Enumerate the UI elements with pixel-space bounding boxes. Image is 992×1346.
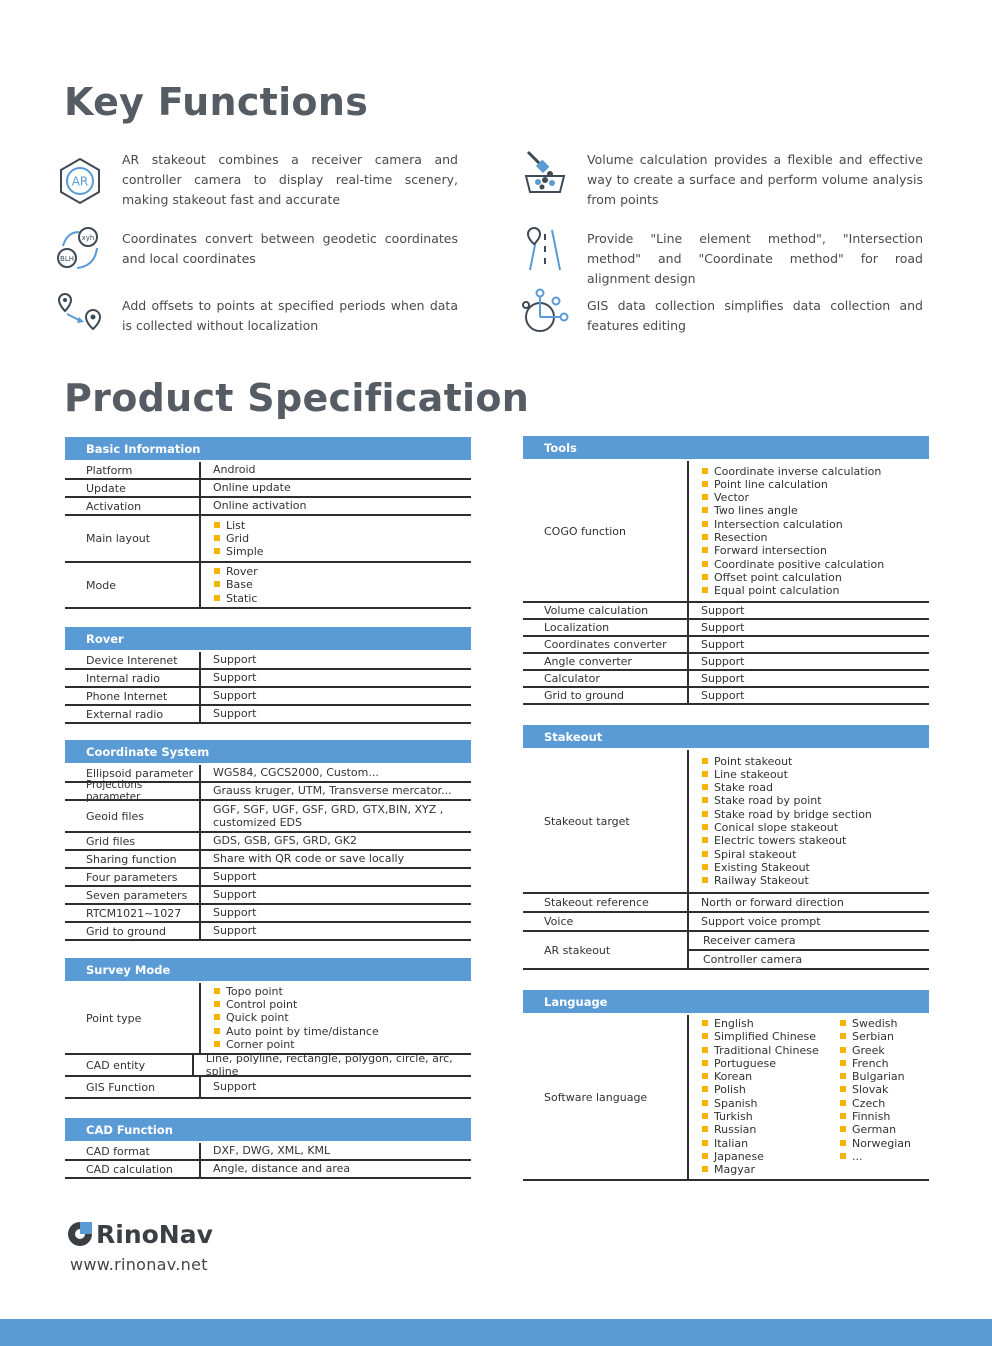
list-item: Simple <box>213 545 264 558</box>
rinonav-logo-icon <box>66 1218 94 1248</box>
list-item: Italian <box>701 1137 839 1150</box>
row-value: Support <box>701 603 745 617</box>
row-key: Voice <box>523 913 689 930</box>
list-item: Static <box>213 592 258 605</box>
section-header: Tools <box>523 436 929 459</box>
table-row <box>65 706 471 724</box>
row-value: Support <box>701 688 745 702</box>
row-key: Stakeout reference <box>523 894 689 911</box>
row-value: Support <box>701 654 745 668</box>
list-item: Japanese <box>701 1150 839 1163</box>
svg-text:xyh: xyh <box>81 234 95 242</box>
list-item: Stake road by bridge section <box>701 808 872 821</box>
list-item: Serbian <box>839 1030 911 1043</box>
row-key: External radio <box>65 706 201 722</box>
list-item: English <box>701 1017 839 1030</box>
row-value: GDS, GSB, GFS, GRD, GK2 <box>213 834 358 848</box>
section-header: CAD Function <box>65 1118 471 1141</box>
footer-bar <box>0 1319 992 1346</box>
bullet-list <box>213 985 379 1051</box>
list-item: Traditional Chinese <box>701 1044 839 1057</box>
row-key: CAD entity <box>65 1055 194 1075</box>
list-item: Slovak <box>839 1083 911 1096</box>
row-value: Support <box>213 1080 257 1094</box>
row-key: Grid to ground <box>65 923 201 939</box>
table-row <box>65 833 471 851</box>
survey-mode-section <box>65 958 471 1099</box>
row-key: Grid files <box>65 833 201 849</box>
list-item: Electric towers stakeout <box>701 834 872 847</box>
offset-points-icon <box>55 290 105 340</box>
table-row <box>65 923 471 941</box>
bullet-list <box>701 755 872 888</box>
feature-coordinates-convert: Coordinates convert between geodetic coordinates and local coordinates <box>122 231 458 266</box>
row-value: DXF, DWG, XML, KML <box>213 1144 331 1158</box>
row-key: AR stakeout <box>523 932 689 968</box>
row-key: Main layout <box>65 516 201 561</box>
row-key: GIS Function <box>65 1077 201 1097</box>
table-row <box>523 688 929 705</box>
list-item: Bulgarian <box>839 1070 911 1083</box>
row-value <box>689 750 872 892</box>
table-row <box>65 1143 471 1161</box>
list-item: Portuguese <box>701 1057 839 1070</box>
list-item: Stake road by point <box>701 794 872 807</box>
list-item: Finnish <box>839 1110 911 1123</box>
row-key: Coordinates converter <box>523 637 689 652</box>
list-item: Greek <box>839 1044 911 1057</box>
row-key: Geoid files <box>65 801 201 831</box>
feature-road-alignment: Provide "Line element method", "Intersection method" and "Coordinate method" for road alignment design <box>587 231 923 286</box>
table-row <box>65 480 471 498</box>
table-row <box>523 671 929 688</box>
stakeout-section <box>523 725 929 970</box>
row-value: Android <box>213 463 256 477</box>
row-value <box>689 461 884 601</box>
row-value: Support <box>213 870 257 884</box>
key-functions-title: Key Functions <box>64 80 369 124</box>
row-key: Device Interenet <box>65 652 201 668</box>
sub-value: Receiver camera <box>689 932 929 951</box>
list-item: Quick point <box>213 1011 379 1024</box>
sub-value: Controller camera <box>703 953 803 966</box>
list-item: Point line calculation <box>701 478 884 491</box>
row-value <box>201 983 379 1053</box>
list-item: German <box>839 1123 911 1136</box>
list-item: Turkish <box>701 1110 839 1123</box>
row-value <box>689 932 929 968</box>
section-header: Rover <box>65 627 471 650</box>
row-value: Support <box>701 637 745 651</box>
volume-calculation-icon <box>520 148 570 198</box>
row-key: Point type <box>65 983 201 1053</box>
bullet-list <box>213 565 258 605</box>
list-item: Stake road <box>701 781 872 794</box>
row-value: Grauss kruger, UTM, Transverse mercator... <box>213 784 452 798</box>
list-item: Rover <box>213 565 258 578</box>
row-value: Support <box>213 671 257 685</box>
list-item: Existing Stakeout <box>701 861 872 874</box>
section-header: Stakeout <box>523 725 929 748</box>
row-key: Ellipsoid parameter <box>65 765 201 781</box>
row-key: Seven parameters <box>65 887 201 903</box>
table-row <box>523 1015 929 1181</box>
table-row <box>65 462 471 480</box>
row-value: Online activation <box>213 499 307 513</box>
list-item: Vector <box>701 491 884 504</box>
section-header: Basic Information <box>65 437 471 460</box>
table-row <box>523 750 929 894</box>
list-item: Coordinate inverse calculation <box>701 465 884 478</box>
table-row <box>65 779 471 803</box>
row-value: Support <box>701 620 745 634</box>
row-value: Online update <box>213 481 291 495</box>
row-key: Mode <box>65 563 201 607</box>
table-row <box>65 516 471 563</box>
row-value: Support <box>213 707 257 721</box>
row-key: Angle converter <box>523 654 689 669</box>
row-value <box>201 516 264 561</box>
website-link[interactable]: www.rinonav.net <box>70 1255 208 1274</box>
row-value: Support <box>213 689 257 703</box>
table-row <box>65 801 471 833</box>
row-key: Phone Internet <box>65 688 201 704</box>
table-row <box>65 1077 471 1099</box>
row-key: Sharing function <box>65 851 201 867</box>
row-key: CAD format <box>65 1143 201 1159</box>
row-value: Support <box>213 888 257 902</box>
language-section <box>523 990 929 1181</box>
row-key: CAD calculation <box>65 1161 201 1177</box>
row-key: COGO function <box>523 461 689 601</box>
list-item: Corner point <box>213 1038 379 1051</box>
table-row <box>65 498 471 516</box>
road-alignment-icon <box>520 224 570 274</box>
row-key: Calculator <box>523 671 689 686</box>
list-item: Line stakeout <box>701 768 872 781</box>
list-item: Coordinate positive calculation <box>701 558 884 571</box>
row-value: Support <box>213 924 257 938</box>
table-row <box>65 851 471 869</box>
section-header: Survey Mode <box>65 958 471 981</box>
list-item: Swedish <box>839 1017 911 1030</box>
list-item: Magyar <box>701 1163 839 1176</box>
list-item: Spiral stakeout <box>701 848 872 861</box>
row-value: Support <box>701 671 745 685</box>
list-item: Point stakeout <box>701 755 872 768</box>
row-key: Internal radio <box>65 670 201 686</box>
feature-gis-collection: GIS data collection simplifies data collection and features editing <box>587 298 923 333</box>
coordinate-system-section <box>65 740 471 941</box>
row-value: Line, polyline, rectangle, polygon, circle, arc, spline <box>205 1051 453 1078</box>
list-item: Korean <box>701 1070 839 1083</box>
coordinate-convert-icon <box>53 224 103 274</box>
row-key: RTCM1021~1027 <box>65 905 201 921</box>
rover-section <box>65 627 471 724</box>
svg-text:BLH: BLH <box>60 255 74 263</box>
table-row <box>65 869 471 887</box>
list-item: Russian <box>701 1123 839 1136</box>
list-item: Resection <box>701 531 884 544</box>
product-specification-title: Product Specification <box>64 376 530 420</box>
row-value: Support <box>213 906 257 920</box>
list-item: Control point <box>213 998 379 1011</box>
list-item: Simplified Chinese <box>701 1030 839 1043</box>
list-item: Polish <box>701 1083 839 1096</box>
list-item: Spanish <box>701 1097 839 1110</box>
table-row <box>523 913 929 932</box>
row-value: Support voice prompt <box>701 914 821 928</box>
list-item: List <box>213 519 264 532</box>
section-header: Coordinate System <box>65 740 471 763</box>
cad-function-section <box>65 1118 471 1179</box>
row-key: Platform <box>65 462 201 478</box>
svg-text:AR: AR <box>71 174 89 189</box>
table-row <box>523 461 929 603</box>
row-key: Four parameters <box>65 869 201 885</box>
feature-ar-stakeout: AR stakeout combines a receiver camera and controller camera to display real-time scenery, making stakeout fast and accurate <box>122 152 458 207</box>
row-value: GGF, SGF, UGF, GSF, GRD, GTX,BIN, XYZ , customized EDS <box>213 802 444 829</box>
table-row <box>65 905 471 923</box>
row-key: Grid to ground <box>523 688 689 703</box>
table-row <box>65 1161 471 1179</box>
list-item: Norwegian <box>839 1137 911 1150</box>
list-item: French <box>839 1057 911 1070</box>
list-item: ... <box>839 1150 911 1163</box>
gis-collection-icon <box>520 287 570 337</box>
list-item: Conical slope stakeout <box>701 821 872 834</box>
table-row <box>65 1051 471 1078</box>
row-value <box>201 563 258 607</box>
section-header: Language <box>523 990 929 1013</box>
language-list-1 <box>701 1017 839 1177</box>
table-row <box>523 603 929 620</box>
table-row <box>65 652 471 670</box>
bullet-list <box>701 465 884 598</box>
row-key: Update <box>65 480 201 496</box>
list-item: Czech <box>839 1097 911 1110</box>
row-value: Support <box>213 653 257 667</box>
list-item: Base <box>213 578 258 591</box>
row-key: Localization <box>523 620 689 635</box>
brand-name: RinoNav <box>96 1220 213 1249</box>
table-row <box>523 894 929 913</box>
feature-volume-calculation: Volume calculation provides a flexible and effective way to create a surface and perform volume analysis from points <box>587 152 923 207</box>
row-key: Projections parameter <box>65 783 201 799</box>
list-item: Topo point <box>213 985 379 998</box>
feature-offsets: Add offsets to points at specified periods when data is collected without localization <box>122 298 458 333</box>
list-item: Forward intersection <box>701 544 884 557</box>
row-value: WGS84, CGCS2000, Custom... <box>213 766 379 780</box>
ar-icon <box>55 156 105 206</box>
tools-section <box>523 436 929 705</box>
list-item: Equal point calculation <box>701 584 884 597</box>
row-value: Share with QR code or save locally <box>213 852 405 866</box>
table-row <box>65 887 471 905</box>
list-item: Auto point by time/distance <box>213 1025 379 1038</box>
row-key: Software language <box>523 1015 689 1179</box>
list-item: Offset point calculation <box>701 571 884 584</box>
table-row <box>523 637 929 654</box>
table-row <box>523 654 929 671</box>
table-row <box>523 620 929 637</box>
table-row <box>65 983 471 1055</box>
list-item: Two lines angle <box>701 504 884 517</box>
row-value: Angle, distance and area <box>213 1162 351 1176</box>
table-row <box>65 688 471 706</box>
table-row <box>65 670 471 688</box>
list-item: Grid <box>213 532 264 545</box>
bullet-list <box>213 519 264 559</box>
language-list-2 <box>839 1017 911 1163</box>
list-item: Railway Stakeout <box>701 874 872 887</box>
row-value: North or forward direction <box>701 895 844 909</box>
row-key: Stakeout target <box>523 750 689 892</box>
row-key: Volume calculation <box>523 603 689 618</box>
table-row <box>523 932 929 970</box>
list-item: Intersection calculation <box>701 518 884 531</box>
row-key: Activation <box>65 498 201 514</box>
table-row <box>65 563 471 609</box>
row-value <box>689 1015 911 1179</box>
basic-information-section <box>65 437 471 609</box>
